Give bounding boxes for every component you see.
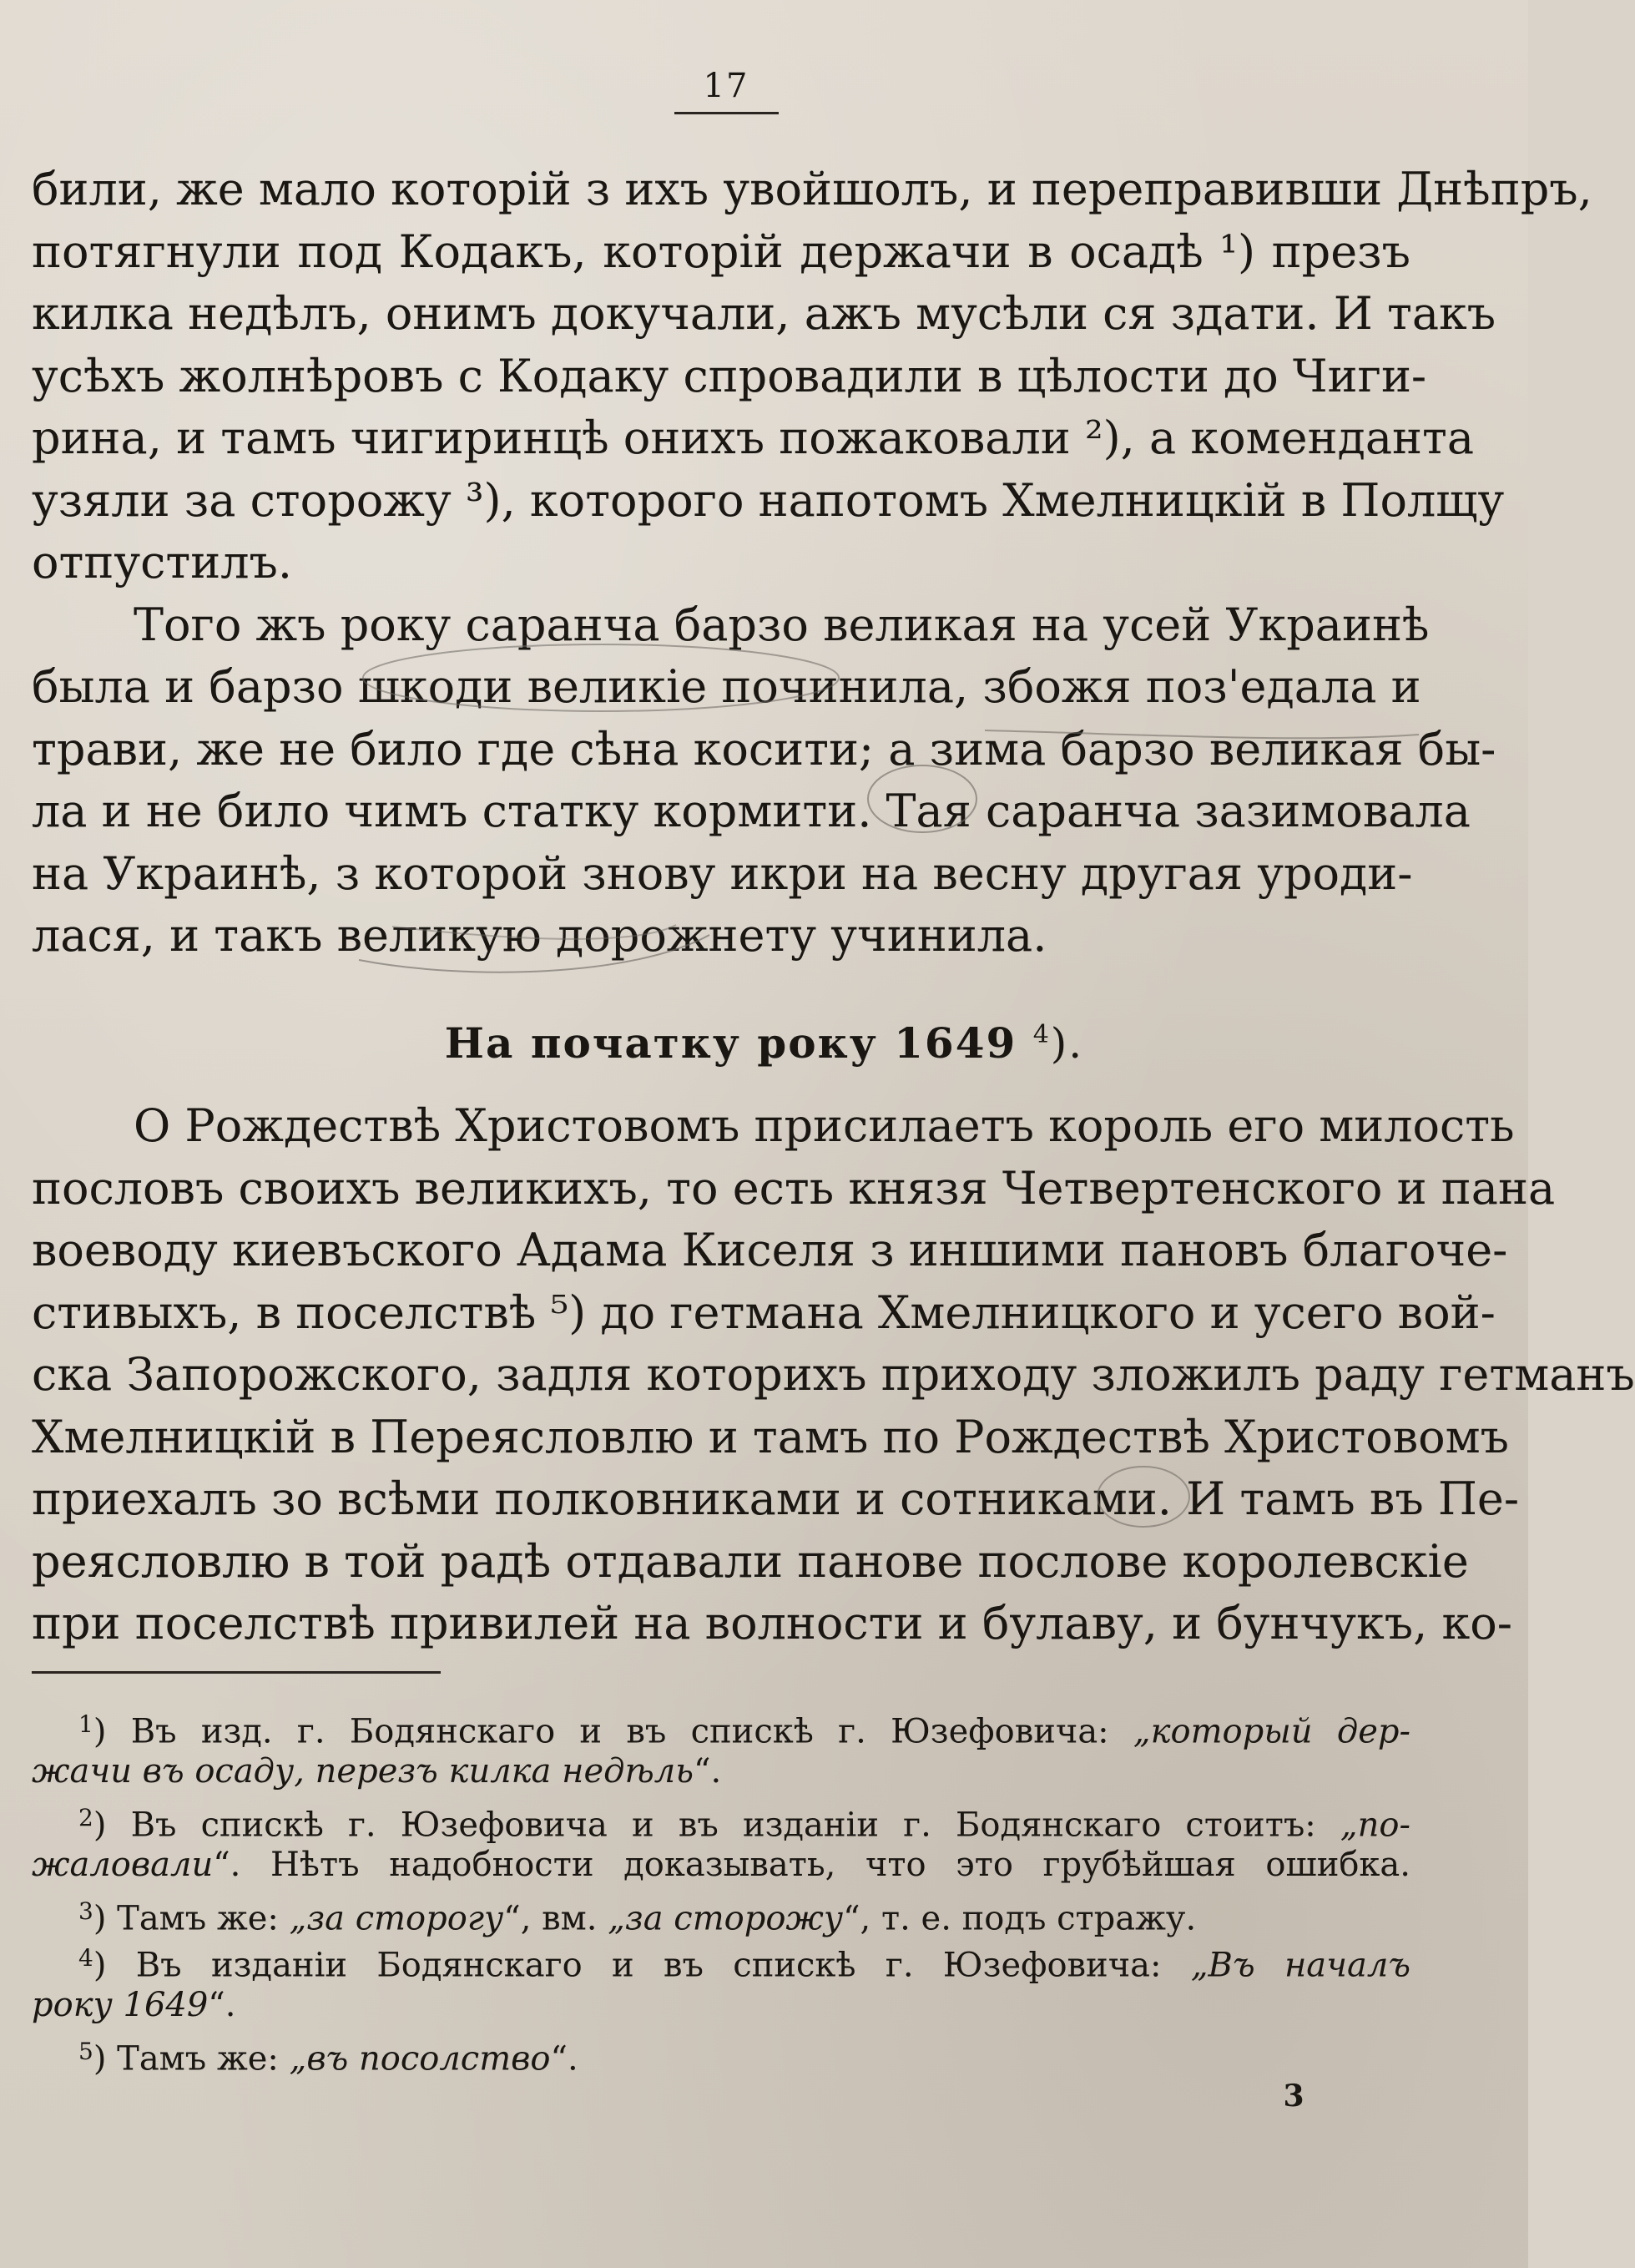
text-line: Того жъ року саранча барзо великая на усей Украинѣ xyxy=(134,598,1430,651)
footnote-text: ) Въ изд. г. Бодянскаго и въ спискѣ г. Юзефовича: xyxy=(93,1712,1133,1751)
page-number-rule xyxy=(674,112,779,114)
footnotes xyxy=(32,1703,1410,2077)
text-line: ла и не било чимъ статку кормити. Тая саранча зазимовала xyxy=(32,785,1471,837)
footnote-mark: 3 xyxy=(78,1897,93,1925)
text-line: на Украинѣ, з которой знову икри на весну другая уроди- xyxy=(32,846,1413,900)
footnote-2-cont xyxy=(32,1843,1410,1890)
footnote-mark: 2 xyxy=(78,1804,93,1831)
footnote-5 xyxy=(32,2030,1410,2077)
text-line: Хмелницкій в Переясловлю и тамъ по Рождествѣ Христовомъ xyxy=(32,1410,1510,1463)
page-number: 17 xyxy=(703,67,749,105)
text-line: стивыхъ, в поселствѣ ⁵) до гетмана Хмелницкого и усего вой- xyxy=(32,1286,1496,1339)
section-heading xyxy=(0,1010,1528,1068)
section-3 xyxy=(32,1095,1635,1655)
text-line: была и барзо шкоди великіе починила, збожя поз'едала и xyxy=(32,660,1421,713)
footnote-quote: жаловали xyxy=(32,1846,214,1884)
text-line: О Рождествѣ Христовомъ присилаетъ король его милость xyxy=(134,1099,1515,1152)
text-line: при поселствѣ привилей на волности и булаву, и бунчукъ, ко- xyxy=(32,1597,1512,1649)
footnote-quote: року 1649 xyxy=(32,1986,209,2024)
footnote-text: “. Нѣтъ надобности доказывать, что это грубѣйшая ошибка. xyxy=(213,1846,1410,1884)
footnote-text: “. xyxy=(550,2039,578,2079)
footnote-mark: 4 xyxy=(78,1944,93,1972)
text-line: рина, и тамъ чигиринцѣ онихъ пожаковали ²), а коменданта xyxy=(32,412,1475,464)
heading-tail: ). xyxy=(1050,1019,1084,1068)
footnote-1 xyxy=(32,1703,1410,1750)
text-line: узяли за сторожу ³), которого напотомъ Хмелницкій в Полщу xyxy=(32,473,1505,527)
footnote-text: ) Тамъ же: xyxy=(93,1899,290,1938)
text-line: били, же мало которій з ихъ увойшолъ, и переправивши Днѣпръ, xyxy=(32,163,1592,215)
text-line: ска Запорожского, задля которихъ приходу зложилъ раду гетманъ xyxy=(32,1348,1635,1401)
footnote-quote: „который дер- xyxy=(1133,1712,1410,1751)
footnote-3 xyxy=(32,1890,1410,1937)
footnote-4 xyxy=(32,1937,1410,1983)
footnote-quote: „за сторогу xyxy=(289,1899,504,1938)
footnote-text: “, вм. xyxy=(503,1899,608,1938)
text-line: отпустилъ. xyxy=(32,536,293,588)
text-line: килка недѣлъ, онимъ докучали, ажъ мусѣли ся здати. И такъ xyxy=(32,287,1496,340)
footnote-quote: жачи въ осаду, перезъ килка недѣль xyxy=(32,1752,694,1791)
footnote-text: “, т. е. подъ стражу. xyxy=(843,1899,1197,1938)
footnote-mark: 1 xyxy=(78,1710,93,1738)
footnote-text: “. xyxy=(694,1752,722,1791)
footnote-quote: „за сторожу xyxy=(608,1899,844,1938)
footnote-rule xyxy=(32,1671,441,1674)
section-1 xyxy=(32,159,1592,967)
footnote-4-cont xyxy=(32,1983,1410,2030)
footnote-text: “. xyxy=(208,1986,236,2024)
text-line: трави, же не било где сѣна косити; а зима барзо великая бы- xyxy=(32,722,1496,775)
text-line: усѣхъ жолнѣровъ с Кодаку спровадили в цѣлости до Чиги- xyxy=(32,349,1427,402)
text-line: потягнули под Кодакъ, которій держачи в осадѣ ¹) презъ xyxy=(32,225,1410,278)
footnote-2 xyxy=(32,1796,1410,1843)
text-line: воеводу киевъского Адама Киселя з иншими пановъ благоче- xyxy=(32,1224,1508,1276)
text-line: реясловлю в той радѣ отдавали панове послове королевскіе xyxy=(32,1534,1469,1588)
footnote-quote: „въ посолство xyxy=(289,2039,551,2079)
footnote-mark: 5 xyxy=(78,2038,93,2065)
text-line: лася, и такъ великую дорожнету учинила. xyxy=(32,909,1047,962)
footnote-quote: „по- xyxy=(1340,1806,1410,1845)
footnote-text: ) Въ спискѣ г. Юзефовича и въ изданіи г. Бодянскаго стоитъ: xyxy=(93,1806,1340,1845)
text-line: приехалъ зо всѣми полковниками и сотниками. И тамъ въ Пе- xyxy=(32,1472,1520,1525)
footnote-text: ) Тамъ же: xyxy=(93,2039,290,2079)
heading-text: На початку року 1649 xyxy=(444,1018,1017,1068)
footnote-1-cont xyxy=(32,1750,1410,1796)
text-line: пословъ своихъ великихъ, то есть князя Четвертенского и пана xyxy=(32,1161,1556,1215)
printer-signature-mark: 3 xyxy=(1283,2079,1304,2114)
footnote-quote: „Въ началъ xyxy=(1190,1946,1411,1985)
footnote-text: ) Въ изданіи Бодянскаго и въ спискѣ г. Юзефовича: xyxy=(93,1946,1191,1985)
heading-footnote-mark: 4 xyxy=(1032,1020,1051,1049)
